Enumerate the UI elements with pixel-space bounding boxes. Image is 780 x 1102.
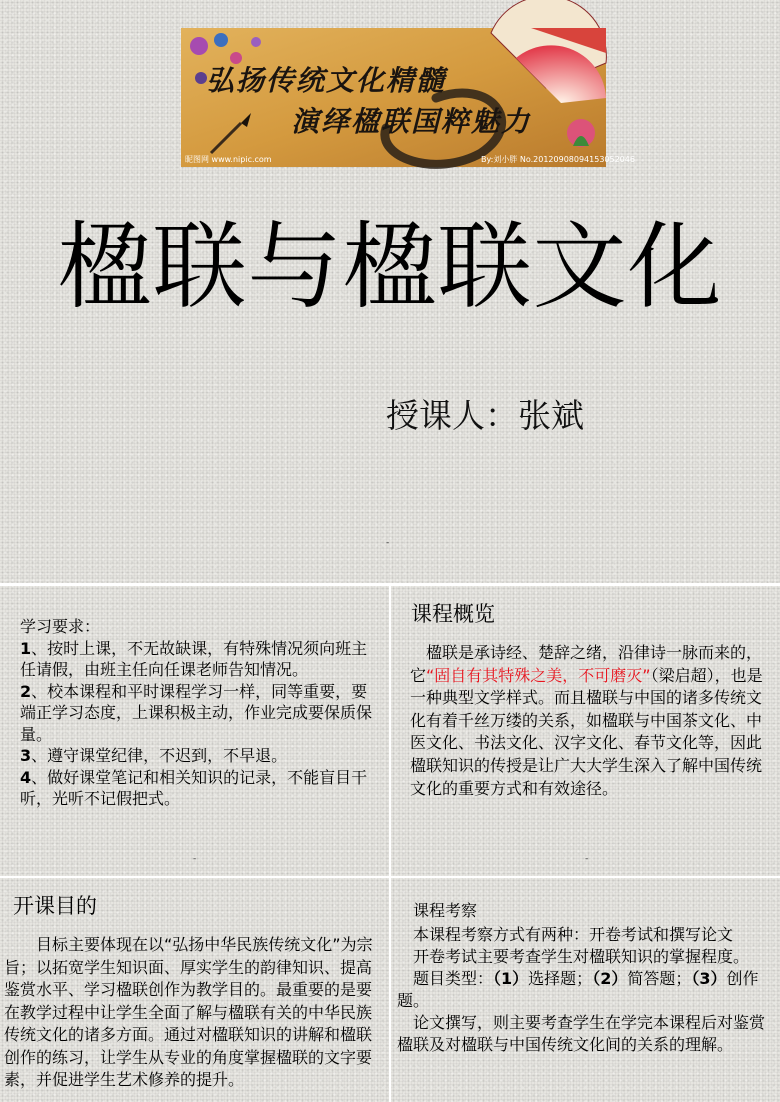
item-number: 3 (20, 746, 32, 765)
type-text: 选择题； (528, 969, 593, 988)
banner-watermark-left: 昵图网 www.nipic.com (185, 155, 272, 164)
page-title: 楹联与楹联文化 (57, 213, 723, 322)
overview-quote: “固自有其特殊之美，不可磨灭” (426, 665, 651, 685)
purpose-slide (0, 878, 389, 1102)
list-item (20, 638, 372, 681)
slide-marker: - (585, 854, 589, 864)
item-text: 、按时上课，不无故缺课，有特殊情况须向班主任请假，由班主任向任课老师告知情况。 (20, 638, 368, 679)
item-text: 、遵守课堂纪律，不迟到，不早退。 (31, 746, 288, 765)
item-text: 、做好课堂笔记和相关知识的记录，不能盲目干听，光听不记假把式。 (20, 767, 368, 808)
type-number: （1） (493, 969, 529, 988)
exam-paragraph-1: 本课程考察方式有两种：开卷考试和撰写论文 (413, 925, 734, 944)
presenter-name: 授课人：张斌 (386, 396, 584, 435)
exam-paragraph-2: 开卷考试主要考查学生对楹联知识的掌握程度。 (413, 947, 750, 966)
list-item (20, 745, 372, 767)
overview-text-before: 楹联是承诗经、楚辞之绪，沿律诗一脉而来的，它 (410, 643, 763, 685)
item-number: 4 (20, 767, 32, 787)
overview-heading: 课程概览 (411, 602, 495, 626)
type-text: 简答题； (627, 969, 692, 988)
exam-heading: 课程考察 (413, 901, 478, 920)
overview-paragraph (410, 642, 774, 800)
item-text: 、校本课程和平时课程学习一样，同等重要，要端正学习态度，上课积极主动，作业完成要保质保量。 (20, 681, 373, 744)
banner-image (181, 28, 635, 167)
banner-slogan-line1: 弘扬传统文化精髓 (206, 64, 447, 97)
purpose-paragraph (4, 934, 382, 1092)
list-item (20, 681, 372, 746)
type-number: （2） (592, 969, 628, 988)
overview-text-after: （梁启超），也是一种典型文学样式。而且楹联与中国的诸多传统文化有着千丝万缕的关系，如楹联与中国茶文化、中医文化、书法文化、汉字文化、春节文化等，因此楹联知识的传授是让广大大学生深入了解中国传统文化的重要方式和有效途径。 (410, 665, 763, 798)
exam-slide (391, 878, 780, 1102)
banner-slogan-line2: 演绎楹联国粹魅力 (291, 105, 532, 138)
overview-slide (391, 586, 780, 876)
requirements-slide (0, 586, 389, 876)
item-number: 1 (20, 638, 32, 658)
purpose-heading: 开课目的 (13, 894, 97, 918)
type-number: （3） (691, 969, 727, 988)
exam-paragraph-4: 论文撰写，则主要考查学生在学完本课程后对鉴赏楹联及对楹联与中国传统文化间的关系的理解。 (397, 1013, 766, 1054)
requirements-heading: 学习要求： (20, 617, 101, 636)
type-text: 创作题。 (397, 969, 759, 1010)
slide-marker: - (386, 538, 390, 548)
slide-marker: - (193, 854, 197, 864)
exam-types-label: 题目类型： (413, 969, 494, 988)
list-item (20, 767, 372, 810)
purpose-text: 目标主要体现在以“弘扬中华民族传统文化”为宗旨；以拓宽学生知识面、厚实学生的韵律知识、提高鉴赏水平、学习楹联创作为教学目的。最重要的是要在教学过程中让学生全面了解与楹联有关的中华民族传统文化的诸多方面。通过对楹联知识的讲解和楹联创作的练习，让学生从专业的角度掌握楹联的文字要素，并促进学生艺术修养的提升。 (4, 935, 373, 1089)
exam-content (397, 900, 773, 1056)
requirements-list (20, 616, 372, 810)
item-number: 2 (20, 681, 32, 701)
banner-watermark-right: By:刘小胖 No.20120908094153052046 (481, 155, 635, 164)
